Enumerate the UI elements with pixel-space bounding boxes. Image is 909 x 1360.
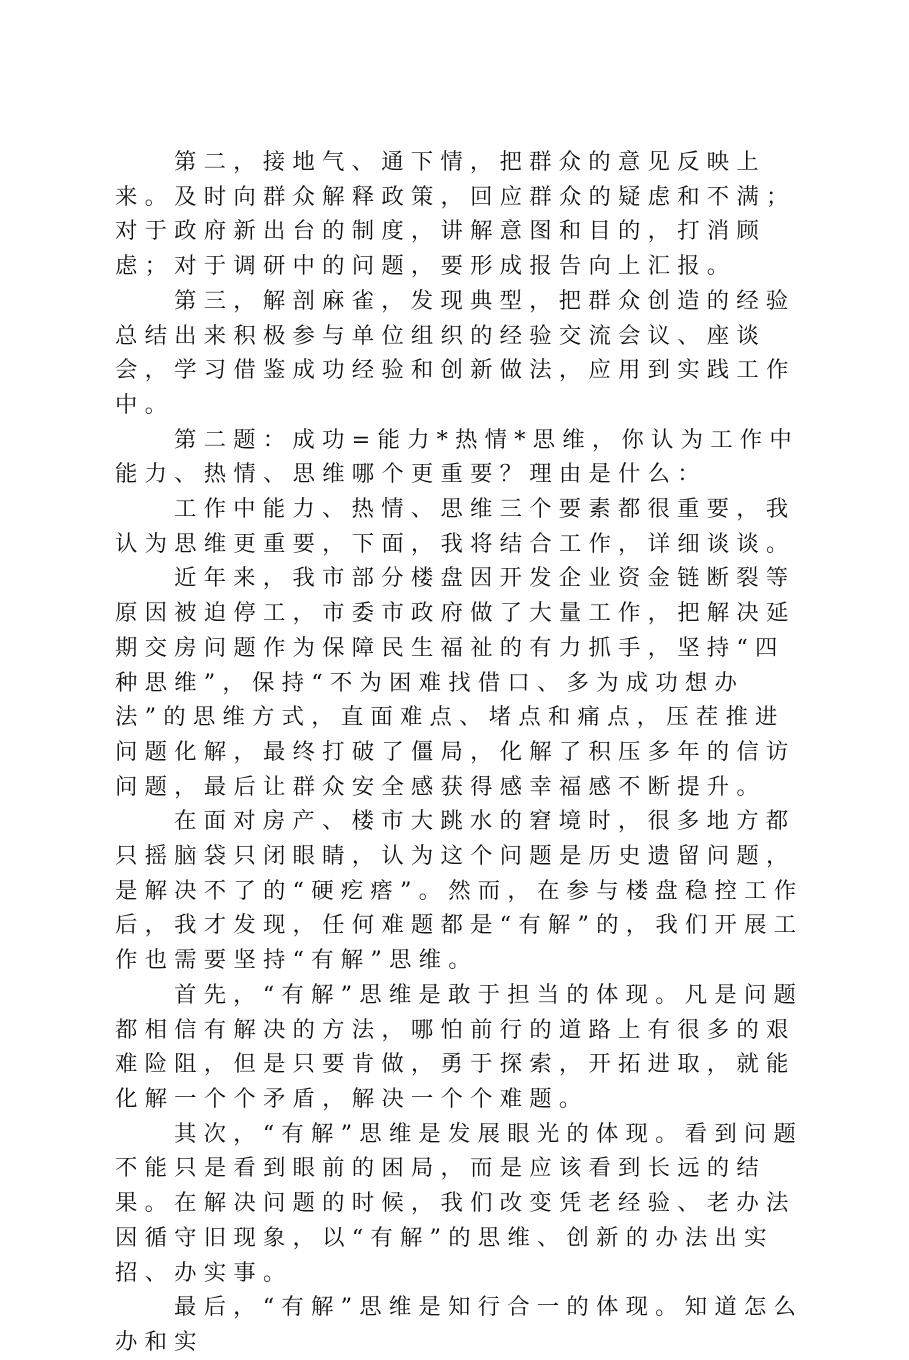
paragraph-8: 其次，“有解”思维是发展眼光的体现。看到问题不能只是看到眼前的困局，而是应该看到长远的结果。在解决问题的时候，我们改变凭老经验、老办法因循守旧现象，以“有解”的思维、创新的办法出实招、办实事。 xyxy=(115,1120,804,1286)
paragraph-7: 首先，“有解”思维是敢于担当的体现。凡是问题都相信有解决的方法，哪怕前行的道路上有很多的艰难险阻，但是只要肯做，勇于探索，开拓进取，就能化解一个个矛盾，解决一个个难题。 xyxy=(115,981,804,1112)
paragraph-2: 第三，解剖麻雀，发现典型，把群众创造的经验总结出来积极参与单位组织的经验交流会议、座谈会，学习借鉴成功经验和创新做法，应用到实践工作中。 xyxy=(115,287,796,418)
paragraph-1: 第二，接地气、通下情，把群众的意见反映上来。及时向群众解释政策，回应群众的疑虑和不满；对于政府新出台的制度，讲解意图和目的，打消顾虑；对于调研中的问题，要形成报告向上汇报。 xyxy=(115,149,796,280)
paragraph-9: 最后，“有解”思维是知行合一的体现。知道怎么办和实 xyxy=(115,1294,804,1355)
paragraph-5: 近年来，我市部分楼盘因开发企业资金链断裂等原因被迫停工，市委市政府做了大量工作，把解决延期交房问题作为保障民生福祉的有力抓手，坚持“四种思维”，保持“不为困难找借口、多为成功想办法”的思维方式，直面难点、堵点和痛点，压茬推进问题化解，最终打破了僵局，化解了积压多年的信访问题，最后让群众安全感获得感幸福感不断提升。 xyxy=(115,565,796,800)
paragraph-3: 第二题：成功=能力*热情*思维，你认为工作中能力、热情、思维哪个更重要？理由是什么： xyxy=(115,426,799,488)
paragraph-6: 在面对房产、楼市大跳水的窘境时，很多地方都只摇脑袋只闭眼睛，认为这个问题是历史遗留问题，是解决不了的“硬疙瘩”。然而，在参与楼盘稳控工作后，我才发现，任何难题都是“有解”的，我们开展工作也需要坚持“有解”思维。 xyxy=(115,808,804,974)
document-body xyxy=(115,145,805,1360)
paragraph-4: 工作中能力、热情、思维三个要素都很重要，我认为思维更重要，下面，我将结合工作，详细谈谈。 xyxy=(115,496,796,557)
